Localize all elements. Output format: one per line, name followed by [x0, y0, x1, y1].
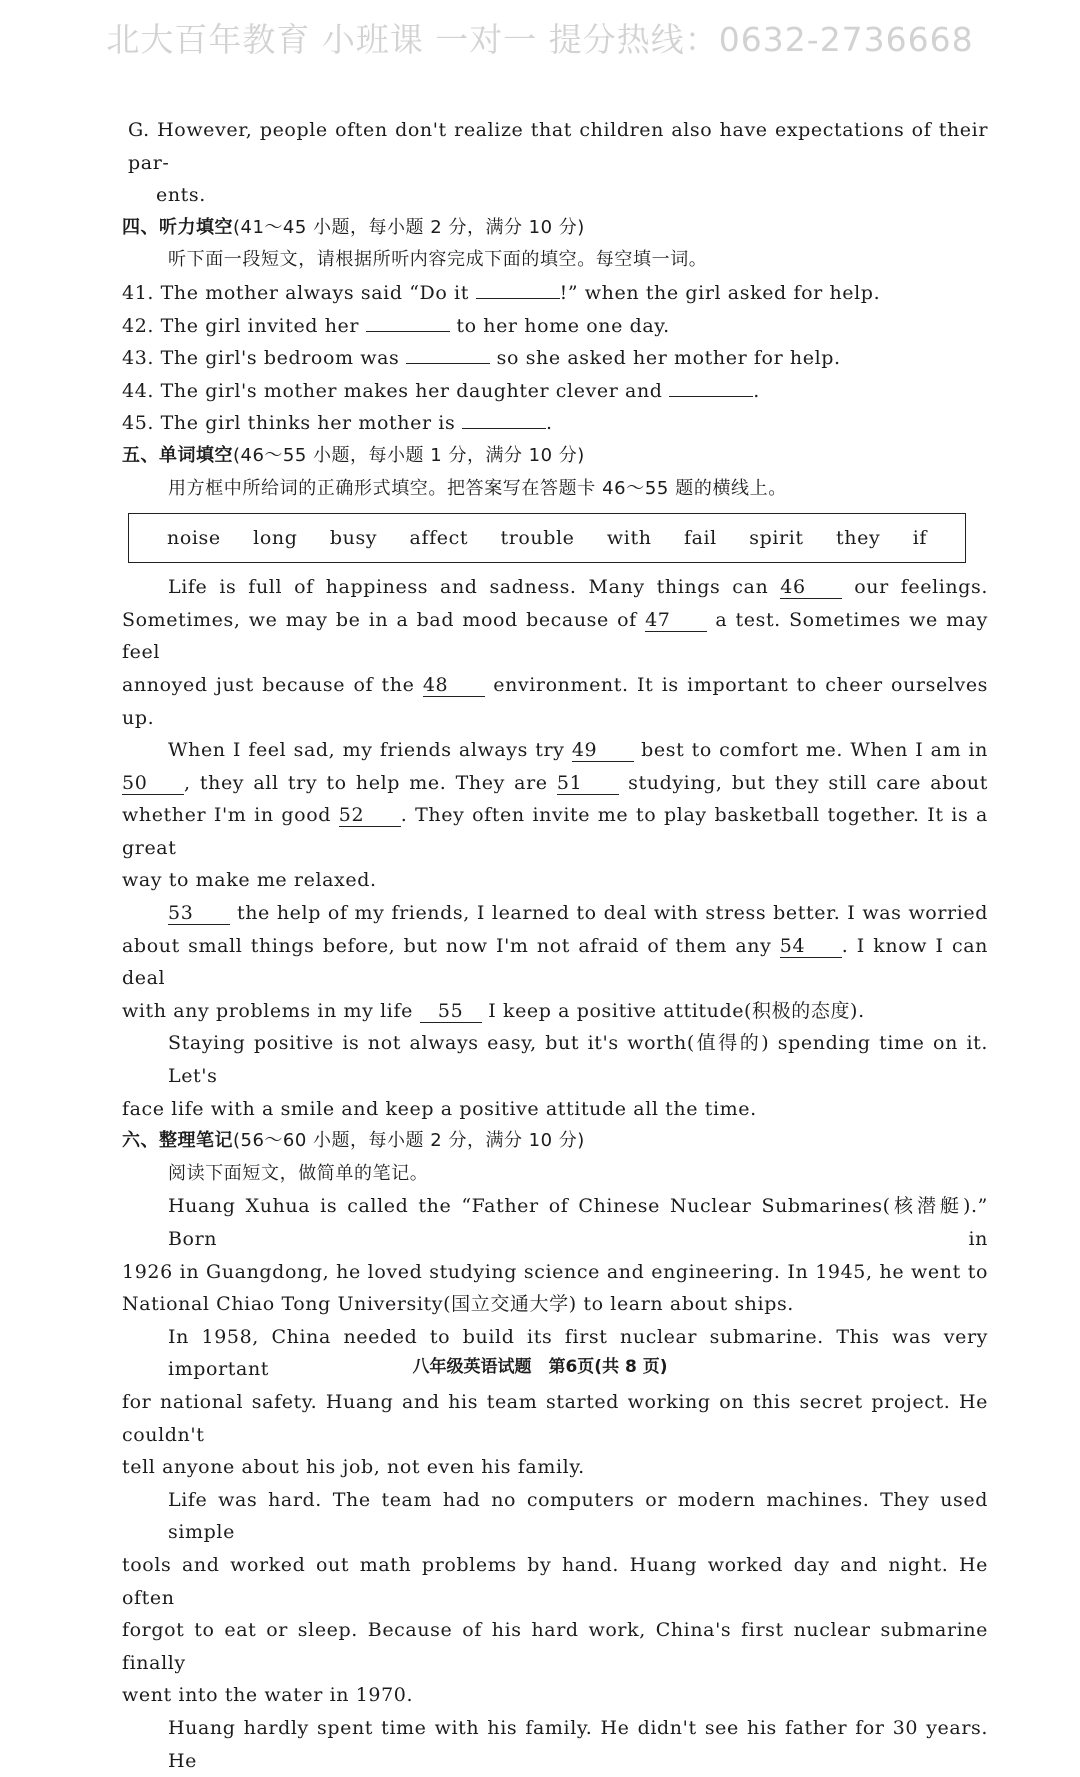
answer-blank-48[interactable]: 48 [423, 674, 485, 697]
answer-blank-45[interactable] [462, 408, 546, 429]
answer-blank-47[interactable]: 47 [645, 609, 707, 632]
reading-paragraph-3: Life was hard. The team had no computers or modern machines. They used simple tools and worked out math problems by hand. Huang worked day and night. He often forgot to eat or sleep. Because of his hard work, China's first nuclear submarine finally went into the water in 1970. [122, 1488, 988, 1707]
section6-heading: 六、整理笔记(56～60 小题，每小题 2 分，满分 10 分) [122, 1130, 585, 1152]
answer-blank-55[interactable]: 55 [420, 1000, 482, 1023]
word-box-item: if [912, 526, 927, 549]
section6-instruction: 阅读下面短文，做简单的笔记。 [168, 1162, 429, 1184]
word-box-item: trouble [500, 526, 575, 549]
answer-blank-44[interactable] [669, 376, 753, 397]
answer-blank-54[interactable]: 54 [780, 935, 842, 958]
answer-blank-42[interactable] [366, 311, 450, 332]
question-45: 45. The girl thinks her mother is . [122, 407, 988, 440]
option-g-line1: G. However, people often don't realize that children also have expectations of their par- [128, 119, 988, 174]
exam-page [122, 114, 988, 1777]
section4-instruction: 听下面一段短文，请根据所听内容完成下面的填空。每空填一词。 [168, 249, 708, 271]
question-43: 43. The girl's bedroom was so she asked her mother for help. [122, 342, 988, 375]
section5-instruction: 用方框中所给词的正确形式填空。把答案写在答题卡 46～55 题的横线上。 [168, 477, 787, 499]
section4-heading: 四、听力填空(41～45 小题，每小题 2 分，满分 10 分) [122, 216, 585, 238]
answer-blank-52[interactable]: 52 [339, 804, 401, 827]
answer-blank-46[interactable]: 46 [780, 576, 842, 599]
answer-blank-43[interactable] [406, 343, 490, 364]
cloze-paragraph-1: Life is full of happiness and sadness. Many things can 46 our feelings. Sometimes, we may be in a bad mood because of 47 a test. Sometimes we may feel annoyed just because of the 48 environment. It is important to cheer ourselves up. [122, 576, 989, 729]
word-box-item: long [253, 526, 298, 549]
cloze-paragraph-3: 53 the help of my friends, I learned to deal with stress better. I was worried about small things before, but now I'm not afraid of them any 54 . I know I can deal with any problems in my life 55 I keep a positive attitude(积极的态度). [122, 902, 988, 1022]
answer-blank-50[interactable]: 50 [122, 772, 184, 795]
answer-blank-51[interactable]: 51 [557, 772, 619, 795]
word-box [128, 513, 966, 563]
question-41: 41. The mother always said “Do it !” when the girl asked for help. [122, 277, 988, 310]
question-44: 44. The girl's mother makes her daughter clever and . [122, 375, 988, 408]
word-box-item: noise [167, 526, 221, 549]
word-box-item: spirit [749, 526, 804, 549]
page-footer: 八年级英语试题 第6页(共 8 页) [412, 1357, 668, 1377]
reading-paragraph-4: Huang hardly spent time with his family. He didn't see his father for 30 years. He [168, 1716, 988, 1772]
reading-paragraph-2: In 1958, China needed to build its first nuclear submarine. This was very important for national safety. Huang and his team started working on this secret project. He couldn't tell anyone about his job, not even his family. [122, 1325, 988, 1479]
cloze-paragraph-2: When I feel sad, my friends always try 49 best to comfort me. When I am in 50 , they all try to help me. They are 51 studying, but they still care about whether I'm in good 52 . They often invite me to play basketball together. It is a great way to make me relaxed. [122, 739, 989, 892]
answer-blank-49[interactable]: 49 [572, 739, 634, 762]
question-42: 42. The girl invited her to her home one day. [122, 310, 988, 343]
reading-paragraph-1: Huang Xuhua is called the “Father of Chinese Nuclear Submarines(核潜艇).” Born in 1926 in Guangdong, he loved studying science and engineering. In 1945, he went to National Chiao Tong University(国立交通大学) to learn about ships. [122, 1195, 988, 1316]
word-box-item: fail [683, 526, 717, 549]
word-box-item: busy [329, 526, 378, 549]
section5-heading: 五、单词填空(46～55 小题，每小题 1 分，满分 10 分) [122, 444, 585, 466]
answer-blank-41[interactable] [476, 278, 560, 299]
watermark: 北大百年教育 小班课 一对一 提分热线：0632-2736668 [106, 20, 974, 59]
option-g-line2: ents. [156, 184, 206, 207]
word-box-item: affect [409, 526, 469, 549]
word-box-item: with [606, 526, 652, 549]
cloze-paragraph-4: Staying positive is not always easy, but it's worth(值得的) spending time on it. Let's face life with a smile and keep a positive attitude all the time. [122, 1032, 988, 1120]
word-box-item: they [836, 526, 881, 549]
answer-blank-53[interactable]: 53 [168, 902, 230, 925]
